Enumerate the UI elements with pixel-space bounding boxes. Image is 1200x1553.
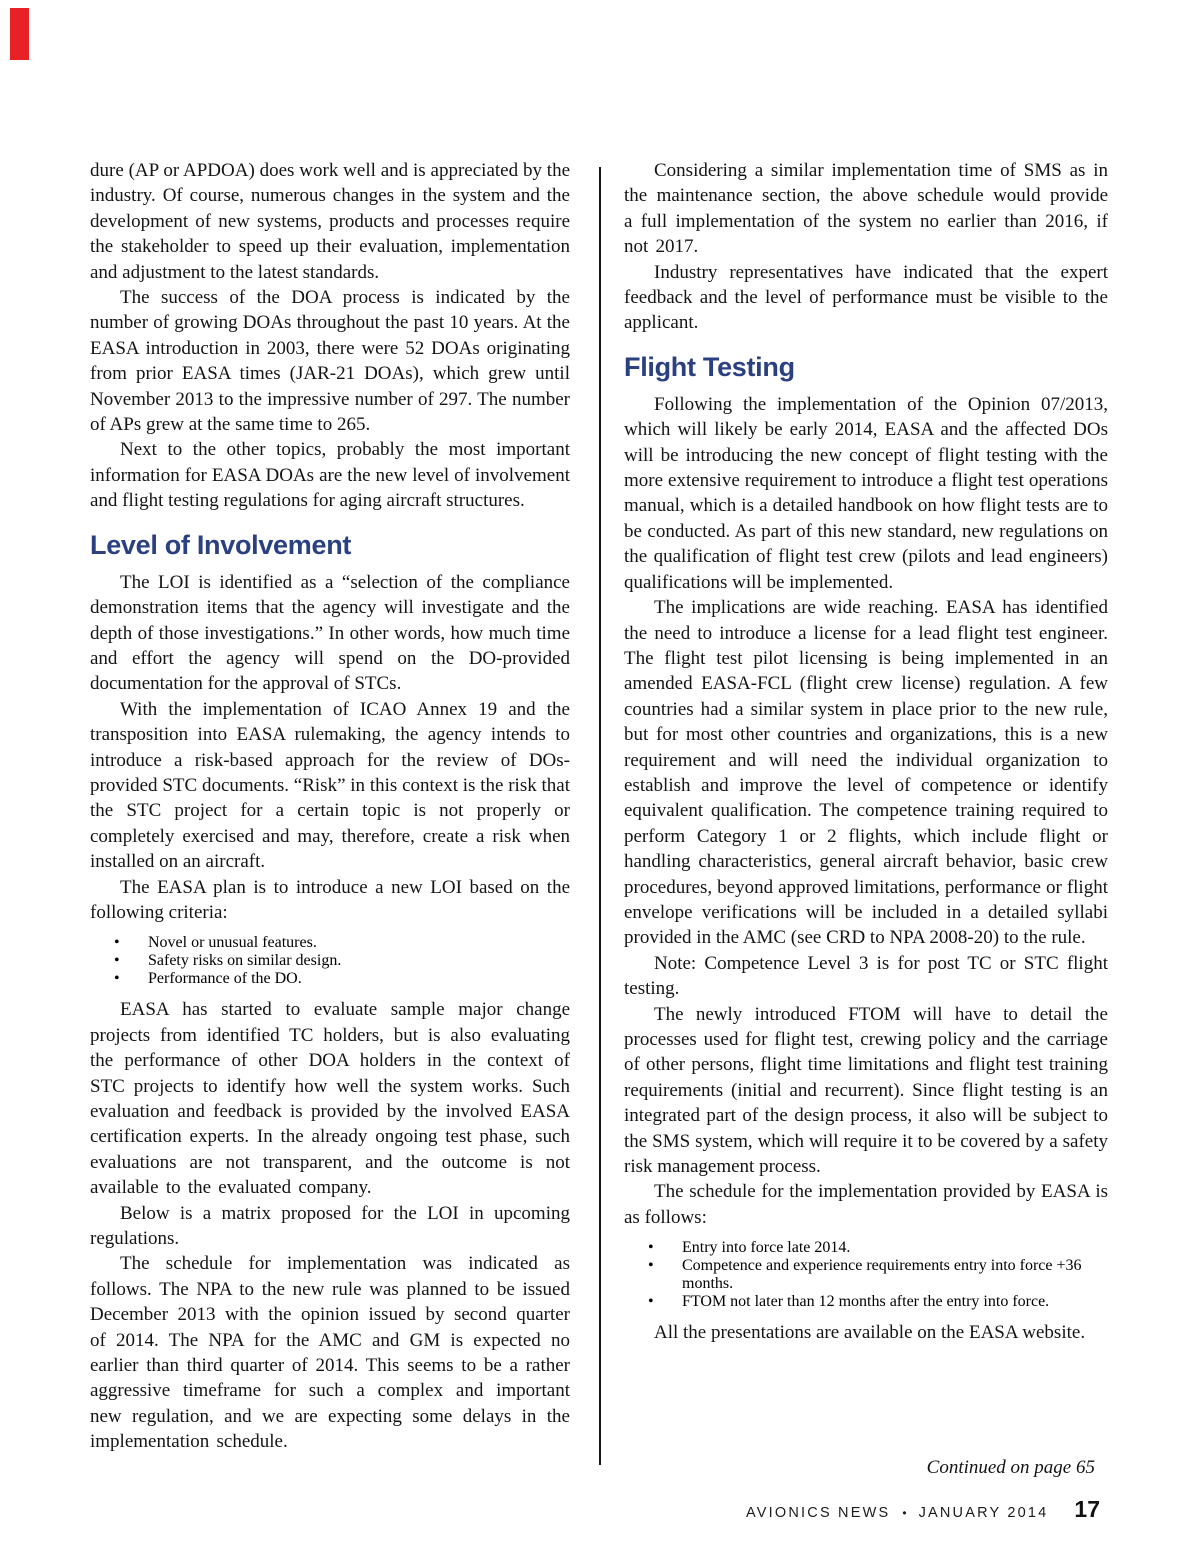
paragraph-ftom: The newly introduced FTOM will have to detail the processes used for flight test, crewing policy and the carriage of other persons, flight time limitations and flight test training requirements (initial and recurrent). Since flight testing is an integrated part of the design process, it also will be subject to the SMS system, which will require it to be covered by a safety risk management process. <box>624 1003 1108 1178</box>
separator-dot-icon: • <box>902 1506 907 1520</box>
paragraph-continuation: dure (AP or APDOA) does work well and is appreciated by the industry. Of course, numerous changes in the system and the development of new systems, products and processes require the stakeholder to speed up their evaluation, implementation and adjustment to the latest standards. <box>90 160 570 283</box>
paragraph-easa-started: EASA has started to evaluate sample major change projects from identified TC holders, but is also evaluating the performance of other DOA holders in the context of STC projects to identify how well the system works. Such evaluation and feedback is provided by the involved EASA certification experts. In the already ongoing test phase, such evaluations are not transparent, and the outcome is not available to the evaluated company. <box>90 999 570 1199</box>
paragraph-presentations: All the presentations are available on the EASA website. <box>654 1322 1086 1344</box>
paragraph-doa-success: The success of the DOA process is indicated by the number of growing DOAs throughout the past 10 years. At the EASA introduction in 2003, there were 52 DOAs originating from prior EASA times (JAR-21 DOAs), which grew until November 2013 to the impressive number of 297. The number of APs grew at the same time to 265. <box>90 287 570 436</box>
list-item-text: Entry into force late 2014. <box>682 1239 851 1257</box>
paragraph-industry-representatives: Industry representatives have indicated that the expert feedback and the level of performance must be visible to the applicant. <box>624 261 1108 334</box>
loi-criteria-list <box>90 934 570 988</box>
bullet-icon: • <box>648 1257 654 1275</box>
list-item <box>624 1293 1108 1311</box>
paragraph-next-topics: Next to the other topics, probably the most important information for EASA DOAs are the new level of involvement and flight testing regulations for aging aircraft structures. <box>90 439 570 512</box>
paragraph-icao-annex: With the implementation of ICAO Annex 19 and the transposition into EASA rulemaking, the agency intends to introduce a risk-based approach for the review of DOs-provided STC documents. “Risk” in this context is the risk that the STC project for a certain topic is not properly or completely exercised and may, therefore, create a risk when installed on an aircraft. <box>90 698 570 873</box>
right-column <box>624 158 1108 1346</box>
issue-date: JANUARY 2014 <box>918 1505 1049 1521</box>
implementation-schedule-list <box>624 1239 1108 1311</box>
paragraph-below-matrix: Below is a matrix proposed for the LOI in upcoming regulations. <box>90 1202 570 1250</box>
list-item-text: Novel or unusual features. <box>148 934 317 952</box>
list-item <box>624 1239 1108 1257</box>
paragraph-note-competence: Note: Competence Level 3 is for post TC or STC flight testing. <box>624 952 1108 1000</box>
bullet-icon: • <box>114 952 120 970</box>
paragraph-easa-plan: The EASA plan is to introduce a new LOI based on the following criteria: <box>90 876 570 923</box>
page-footer <box>624 1496 1100 1523</box>
paragraph-considering-sms: Considering a similar implementation time of SMS as in the maintenance section, the above schedule would provide a full implementation of the system no earlier than 2016, if not 2017. <box>624 160 1108 258</box>
section-heading-level-of-involvement: Level of Involvement <box>90 529 352 560</box>
list-item-text: Performance of the DO. <box>148 970 302 988</box>
corner-tab-marker <box>10 8 29 60</box>
paragraph-schedule-intro: The schedule for the implementation provided by EASA is as follows: <box>624 1181 1108 1228</box>
list-item <box>90 934 570 952</box>
paragraph-implementation-schedule: The schedule for implementation was indicated as follows. The NPA to the new rule was planned to be issued December 2013 with the opinion issued by second quarter of 2014. The NPA for the AMC and GM is expected no earlier than third quarter of 2014. This seems to be a rather aggressive timeframe for such a complex and important new regulation, and we are expecting some delays in the implementation schedule. <box>90 1253 570 1453</box>
paragraph-following-opinion: Following the implementation of the Opinion 07/2013, which will likely be early 2014, EASA and the affected DOs will be introducing the new concept of flight testing with the more extensive requirement to introduce a flight test operations manual, which is a detailed handbook on how flight tests are to be conducted. As part of this new standard, new regulations on the qualification of flight test crew (pilots and lead engineers) qualifications will be implemented. <box>624 393 1108 593</box>
paragraph-implications: The implications are wide reaching. EASA has identified the need to introduce a license for a lead flight test engineer. The flight test pilot licensing is being implemented in an amended EASA-FCL (flight crew license) regulation. A few countries had a similar system in place prior to the new rule, but for most other countries and organizations, this is a new requirement and will need the individual organization to establish and improve the level of competence or identify equivalent qualification. The competence training required to perform Category 1 or 2 flights, which include flight or handling characteristics, general aircraft behavior, basic crew procedures, beyond approved limitations, performance or flight envelope verifications will be included in a detailed syllabi provided in the AMC (see CRD to NPA 2008-20) to the rule. <box>624 597 1108 949</box>
magazine-title: AVIONICS NEWS <box>746 1505 891 1521</box>
page-number: 17 <box>1074 1496 1100 1522</box>
list-item <box>90 970 570 988</box>
list-item-text: FTOM not later than 12 months after the entry into force. <box>682 1293 1050 1311</box>
list-item <box>624 1257 1108 1293</box>
column-divider-rule <box>599 167 601 1465</box>
continued-on-page-note: Continued on page 65 <box>926 1457 1095 1478</box>
bullet-icon: • <box>648 1293 654 1311</box>
section-heading-flight-testing: Flight Testing <box>624 351 795 382</box>
list-item-text: Safety risks on similar design. <box>148 952 342 970</box>
list-item-text: Competence and experience requirements entry into force +36 months. <box>682 1257 1082 1293</box>
list-item <box>90 952 570 970</box>
paragraph-loi-definition: The LOI is identified as a “selection of the compliance demonstration items that the agency will investigate and the depth of those investigations.” In other words, how much time and effort the agency will spend on the DO-provided documentation for the approval of STCs. <box>90 571 570 695</box>
bullet-icon: • <box>114 970 120 988</box>
bullet-icon: • <box>648 1239 654 1257</box>
bullet-icon: • <box>114 934 120 952</box>
left-column <box>90 158 570 1455</box>
